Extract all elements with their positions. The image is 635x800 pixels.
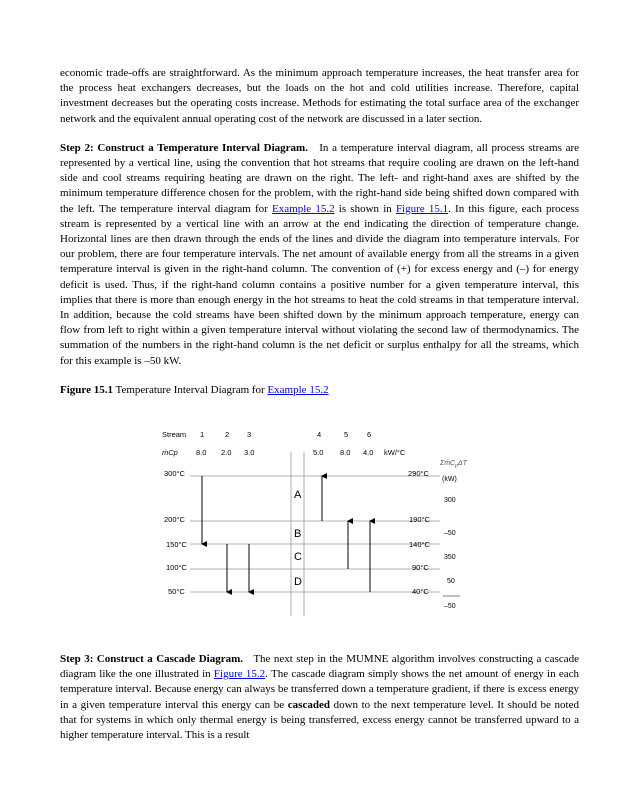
stream-4-mcp: 5.0 bbox=[313, 448, 324, 457]
stream-6-mcp: 4.0 bbox=[363, 448, 374, 457]
stream-2-mcp: 2.0 bbox=[221, 448, 232, 457]
unit-label: kW/°C bbox=[384, 448, 406, 457]
temperature-interval-diagram bbox=[160, 426, 490, 616]
stream-5-label: 5 bbox=[344, 430, 349, 439]
net-d: 50 bbox=[447, 578, 455, 585]
temp-right-90: 90°C bbox=[412, 563, 429, 572]
temp-left-150: 150°C bbox=[166, 540, 187, 549]
temp-right-40: 40°C bbox=[412, 587, 429, 596]
step3-text-a: The next step in the MUMNE algorithm involves constructing a cascade diagram like the one illustrated in bbox=[60, 653, 579, 681]
interval-a: A bbox=[294, 489, 302, 501]
figure-15-2-link[interactable]: Figure 15.2 bbox=[213, 668, 266, 681]
figure-link[interactable]: Figure 15.1 bbox=[395, 202, 449, 215]
temp-right-190: 190°C bbox=[409, 515, 430, 524]
temp-left-300: 300°C bbox=[164, 469, 185, 478]
interval-d: D bbox=[294, 576, 302, 588]
step3-text-b: . The cascade diagram simply shows the net amount of energy in each temperature interval. Because energy can always be transferred down a temperature gradient, if there is excess energy in a given temperature interval this energy can be bbox=[60, 668, 580, 711]
cascaded-bold: cascaded bbox=[287, 698, 330, 711]
caption-example-link[interactable]: Example 15.2 bbox=[267, 383, 329, 396]
caption-text: Temperature Interval Diagram for bbox=[112, 383, 268, 396]
stream-3-label: 3 bbox=[247, 430, 252, 439]
temp-right-140: 140°C bbox=[409, 540, 430, 549]
stream-1-mcp: 8.0 bbox=[196, 448, 207, 457]
example-link[interactable]: Example 15.2 bbox=[272, 202, 335, 215]
interval-c: C bbox=[294, 551, 302, 563]
net-a: 300 bbox=[444, 497, 456, 504]
kw-header: (kW) bbox=[442, 476, 457, 483]
step2-heading: Step 2: Construct a Temperature Interval Diagram. bbox=[60, 141, 308, 154]
stream-3-mcp: 3.0 bbox=[244, 448, 255, 457]
temp-left-50: 50°C bbox=[168, 587, 185, 596]
stream-5-mcp: 8.0 bbox=[340, 448, 351, 457]
net-c: 350 bbox=[444, 554, 456, 561]
step2-text-c: . In this figure, each process stream is represented by a vertical line with an arrow at the end indicating the direction of temperature change. Horizontal lines are then drawn through the ends of the lines and divide the diagram into temperature intervals. For our problem, there are four temperature intervals. The net amount of available energy from all the streams in a given temperature interval is given in the right-hand column. The convention of (+) for excess energy and (–) for energy deficit is used. Thus, if the right-hand column contains a positive number for a given temperature interval, this implies that there is more than enough energy in the hot streams to heat the cold streams in that temperature interval. In addition, because the cold streams have been shifted down by the minimum approach temperature, energy can flow from left to right within a given temperature interval without violating the second law of thermodynamics. The summation of the numbers in the right-hand column is the net deficit or surplus enthalpy for all the streams, which for this example is –50 kW. bbox=[60, 202, 579, 367]
mcp-header: ṁCp bbox=[162, 448, 178, 457]
net-total: –50 bbox=[444, 603, 456, 610]
stream-2-label: 2 bbox=[225, 430, 230, 439]
temp-left-200: 200°C bbox=[164, 515, 185, 524]
stream-4-label: 4 bbox=[317, 430, 322, 439]
step2-text-b: is shown in bbox=[334, 202, 396, 215]
temp-right-290: 290°C bbox=[408, 469, 429, 478]
temp-left-100: 100°C bbox=[166, 563, 187, 572]
step2-text-a: In a temperature interval diagram, all process streams are represented by a vertical line, using the convention that hot streams that require cooling are drawn on the left-hand side and cool streams requiring heating are drawn on the right. The left- and right-hand axes are shifted by the minimum temperature difference chosen for the problem, with the right-hand side being shifted down compared with the left. The temperature interval diagram for bbox=[60, 141, 580, 215]
net-b: –50 bbox=[444, 530, 456, 537]
stream-1-label: 1 bbox=[200, 430, 205, 439]
stream-header: Stream bbox=[162, 430, 187, 439]
sum-header: ΣṁC$_p$ΔT bbox=[440, 460, 467, 469]
figure-caption bbox=[60, 383, 579, 398]
paragraph-intro: economic trade-offs are straightforward. As the minimum approach temperature increases, the heat transfer area for the process heat exchangers decreases, but the loads on the hot and cold utilities increase. Therefore, capital investment decreases but the operating costs increase. Methods for estimating the total surface area of the exchanger network and the equivalent annual operating cost of the network are discussed in a later section. bbox=[60, 67, 579, 125]
paragraph-step3 bbox=[60, 652, 579, 743]
paragraph-step2 bbox=[60, 141, 579, 369]
step3-text-c: down to the next temperature level. It should be noted that for systems in which only thermal energy is being transferred, excess energy cannot be transferred upward to a higher temperature interval. This is a result bbox=[60, 698, 579, 742]
caption-label: Figure 15.1 bbox=[60, 383, 113, 396]
interval-b: B bbox=[294, 528, 302, 540]
step3-heading: Step 3: Construct a Cascade Diagram. bbox=[60, 653, 244, 665]
stream-6-label: 6 bbox=[367, 430, 372, 439]
